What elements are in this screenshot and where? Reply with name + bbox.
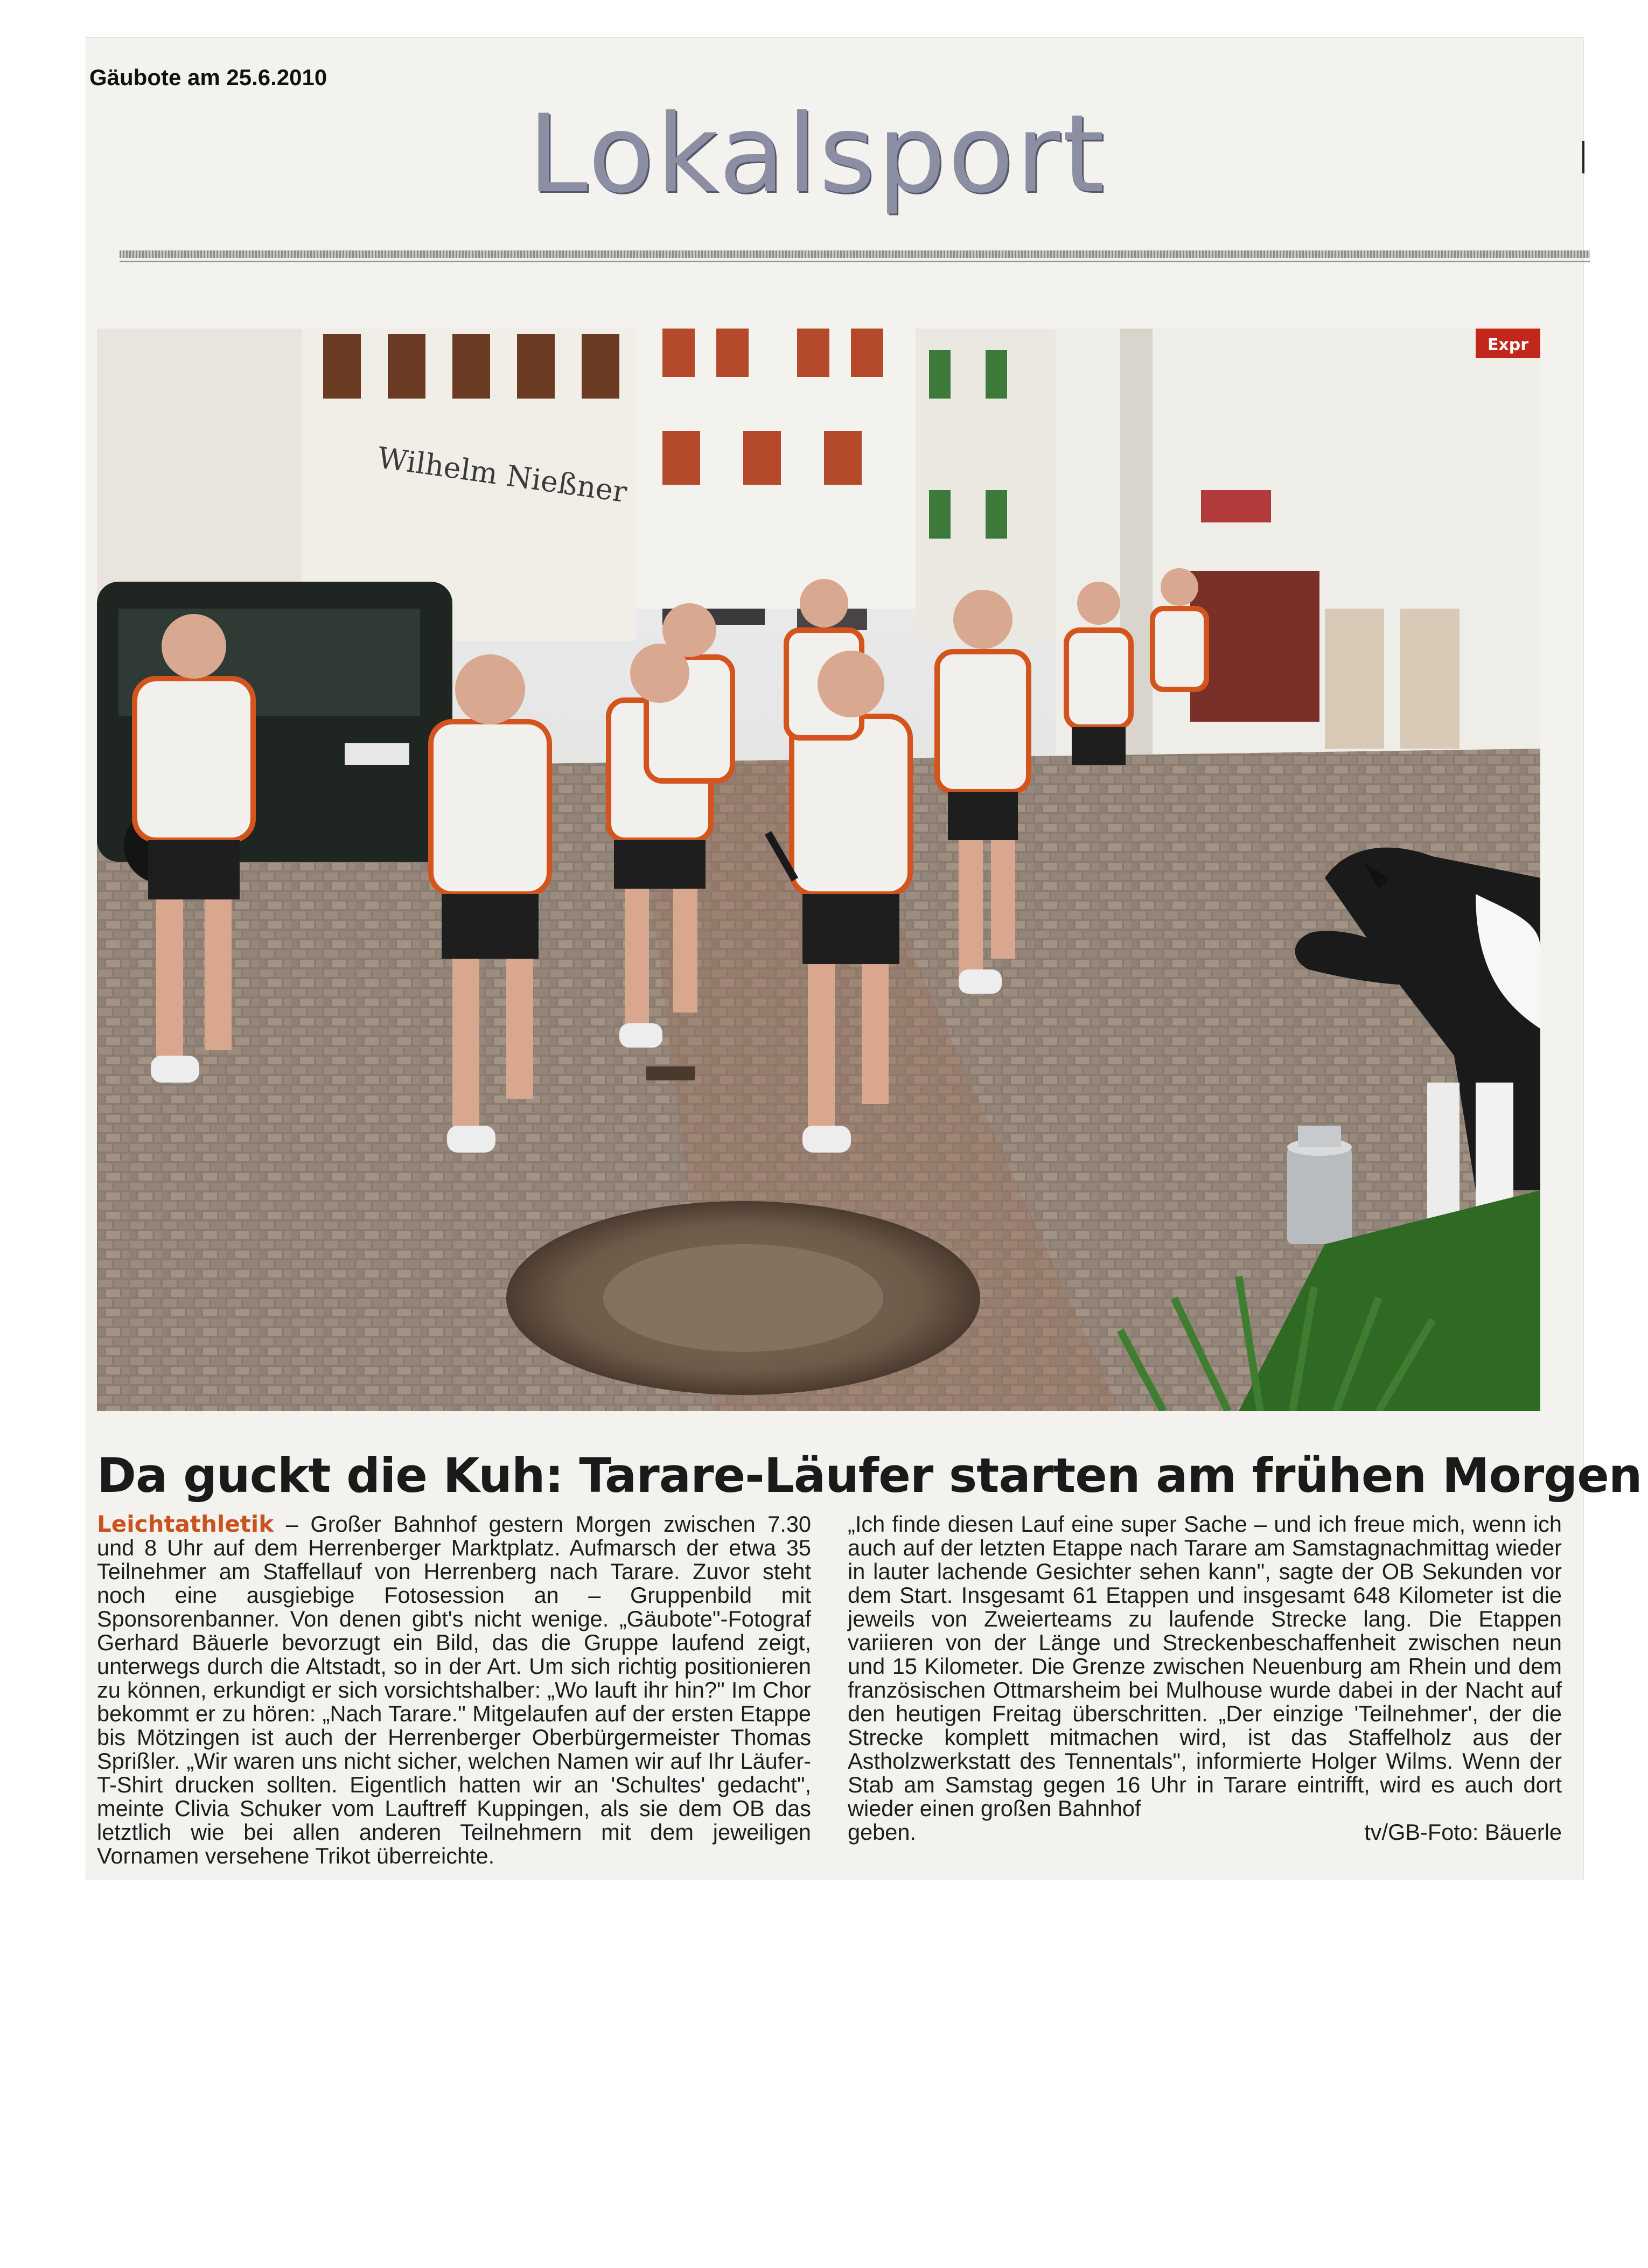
- shop-sign-corner: Expr: [1487, 336, 1529, 354]
- article-headline: Da guckt die Kuh: Tarare-Läufer starten am frühen Morgen: [97, 1448, 1642, 1503]
- milk-can: [1287, 1126, 1352, 1244]
- article-paragraph-2: [848, 1512, 1562, 1820]
- article-last-word: geben.: [848, 1819, 916, 1845]
- source-date: Gäubote am 25.6.2010: [89, 65, 327, 90]
- article-paragraph-1: [97, 1512, 811, 1868]
- scan-edge-mark: [1582, 141, 1584, 173]
- article-column-1-text: – Großer Bahnhof gestern Morgen zwischen 7.30 und 8 Uhr auf dem Herrenberger Marktplatz. Aufmarsch der etwa 35 Teilnehmer am Staffellauf von Herrenberg nach Tarare. Zuvor steht noch eine ausgiebige Fotosession an – Gruppenbild mit Sponsorenbanner. Von denen gibt's nicht wenige. „Gäubote"-Fotograf Gerhard Bäuerle bevorzugt ein Bild, das die Gruppe laufend zeigt, unterwegs durch die Altstadt, so in der Art. Um sich richtig positionieren zu können, erkundigt er sich vorsichtshalber: „Wo lauft ihr hin?" Im Chor bekommt er zu hören: „Nach Tarare." Mitgelaufen auf der ersten Etappe bis Mötzingen ist auch der Herrenberger Oberbürgermeister Thomas Sprißler. „Wir waren uns nicht sicher, welchen Namen wir auf Ihr Läufer-T-Shirt drucken sollten. Eigentlich hatten wir an 'Schultes' gedacht", meinte Clivia Schuker vom Lauftreff Kuppingen, als sie dem OB das letztlich wie bei allen anderen Teilnehmern mit dem jeweiligen Vornamen versehene Trikot überreichte.: [97, 1511, 812, 1868]
- article-column-1: [97, 1512, 811, 1868]
- article-column-2-text: „Ich finde diesen Lauf eine super Sache – und ich freue mich, wenn ich auch auf der letzten Etappe nach Tarare am Samstagnachmittag wieder in lauter lachende Gesichter sehen kann", sagte der OB Sekunden vor dem Start. Insgesamt 61 Etappen und insgesamt 648 Kilometer ist die jeweils von Zweierteams zu laufende Strecke lang. Die Etappen variieren von der Länge und Streckenbeschaffenheit zwischen neun und 15 Kilometer. Die Grenze zwischen Neuenburg am Rhein und dem französischen Ottmarsheim bei Mulhouse wurde dabei in der Nacht auf den heutigen Freitag überschritten. „Der einzige 'Teilnehmer', der die Strecke komplett mitmachen wird, ist das Staffelholz aus der Astholzwerkstatt des Tennentals", informierte Holger Wilms. Wenn der Stab am Samstag gegen 16 Uhr in Tarare eintrifft, wird es auch dort wieder einen großen Bahnhof: [848, 1511, 1562, 1821]
- section-title: Lokalsport: [528, 92, 1107, 217]
- article-endline: [848, 1820, 1562, 1844]
- section-rule-thin: [120, 261, 1590, 262]
- article-column-2: [848, 1512, 1562, 1868]
- article-photo: [97, 329, 1540, 1411]
- article-body: [97, 1512, 1562, 1868]
- photo-illustration: [97, 329, 1540, 1411]
- photo-credit: tv/GB-Foto: Bäuerle: [1364, 1819, 1562, 1845]
- article-kicker: Leichtathletik: [97, 1511, 274, 1537]
- section-rule: [120, 250, 1590, 258]
- shop-sign: Wilhelm Nießner: [375, 441, 629, 510]
